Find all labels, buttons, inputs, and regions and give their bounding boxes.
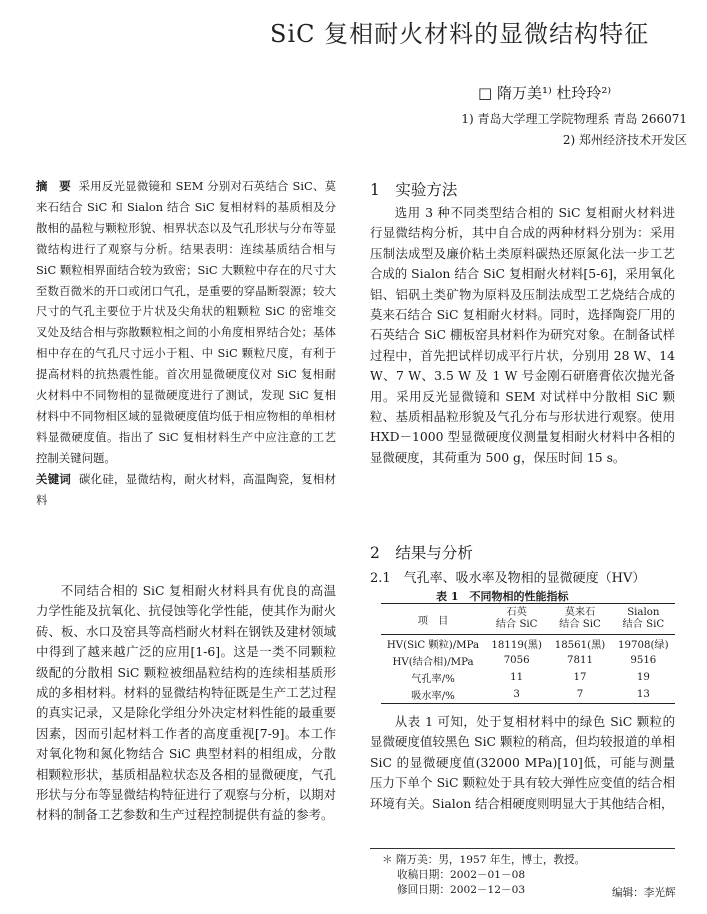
keywords-text: 碳化硅，显微结构，耐火材料，高温陶瓷，复相材料: [36, 471, 336, 507]
affiliation-1: 1) 青岛大学理工学院物理系 青岛 266071: [461, 112, 687, 126]
keywords-label: 关键词: [36, 471, 72, 486]
abstract: [36, 176, 336, 511]
received-date: 收稿日期：2002－01－08: [397, 869, 526, 881]
section-1-body: [370, 203, 675, 468]
abstract-label: 摘 要: [36, 179, 71, 193]
intro-text: 不同结合相的 SiC 复相耐火材料具有优良的高温力学性能及抗氧化、抗侵蚀等化学性能，使其作为耐火砖、板、水口及窑具等高档耐火材料在钢铁及建材领域中得到了越来越广泛的应用[1-6]。这是一类不同颗粒级配的分散相 SiC 颗粒被细晶粒结构的连续相基质形成的多相材料。材料的显微结构特征既是生产工艺过程的真实记录，又是除化学组分外决定材料性能的最重要因素，因而引起材料工作者的高度重视[7-9]。本工作对氧化物和氮化物结合 SiC 典型材料的相组成，分散相颗粒形状，基质相晶粒状态及各相的显微硬度，气孔形状与分布等显微结构特征进行了观察与分析，以期对材料的制备工艺参数和生产过程控制提供有益的参考。: [36, 583, 336, 823]
abstract-text: 采用反光显微镜和 SEM 分别对石英结合 SiC、莫来石结合 SiC 和 Sialon 结合 SiC 复相材料的基质相及分散相的晶粒与颗粒形貌、相界状态以及气孔形状与分布等显微结构进行了观察与分析。结果表明：连续基质结合相与 SiC 颗粒相界面结合较为致密；SiC 大颗粒中存在的尺寸大至数百微米的开口或闭口气孔，是重要的穿晶断裂源；较大尺寸的气孔主要位于片状及尖角状的粗颗粒 SiC 的密堆交叉处及结合相与弥散颗粒相之间的小角度相界结合处；基体相中存在的气孔尺寸远小于粗、中 SiC 颗粒尺度，有利于提高材料的抗热震性能。首次用显微硬度仪对 SiC 复相耐火材料中不同物相的显微硬度进行了测试，发现 SiC 复相材料中不同物相区域的显微硬度值均低于相应物相的单相材料显微硬度值。指出了 SiC 复相材料生产中应注意的工艺控制关键问题。: [36, 179, 336, 465]
table-header-cell: 项 目: [417, 615, 449, 627]
table-cell: 18119(黑): [491, 640, 542, 651]
table-cell: HV(结合相)/MPa: [392, 657, 474, 668]
table-header-cell: 石英 结合 SiC: [495, 607, 538, 630]
table-cell: 18561(黑): [554, 640, 606, 651]
affiliation-2: 2) 郑州经济技术开发区: [562, 133, 687, 147]
table-cell: 9516: [630, 655, 657, 666]
table-header-cell: 莫来石 结合 SiC: [559, 607, 601, 630]
table-cell: 17: [573, 672, 587, 683]
table-row: [381, 652, 675, 669]
section-2-text: 从表 1 可知，处于复相材料中的绿色 SiC 颗粒的显微硬度值较黑色 SiC 颗粒的稍高，但均较报道的单相 SiC 的显微硬度值(32000 MPa)[10]低，可能与测量压力下单个 SiC 颗粒处于具有较大弹性应变值的结合相环境有关。Sialon 结合相硬度则明显大于其他结合相，: [370, 714, 675, 811]
table-row: [381, 686, 675, 704]
introduction: [36, 581, 336, 826]
table-header-cell: Sialon 结合 SiC: [622, 607, 665, 630]
section-2-1-heading: 2.1 气孔率、吸水率及物相的显微硬度（HV）: [370, 571, 646, 586]
section-1-text: 选用 3 种不同类型结合相的 SiC 复相耐火材料进行显微结构分析，其中自合成的两种材料分别为：采用压制法成型及廉价粘土类原料碳热还原氮化法一步工艺合成的 Sialon 结合 SiC 复相耐火材料[5-6]，采用氧化铝、铝矾土类矿物为原料及压制法成型工艺烧结合成的莫来石结合 SiC 复相耐火材料。同时，选择陶瓷厂用的石英结合 SiC 棚板窑具材料作为研究对象。在制备试样过程中，首先把试样切成平行片状，分别用 28 W、14 W、7 W、3.5 W 及 1 W 号金刚石研磨膏依次抛光备用。采用反光显微镜和 SEM 对试样中分散相 SiC 颗粒、基质相晶粒形貌及气孔分布与形状进行观察。使用 HXD－1000 型显微硬度仪测量复相耐火材料中各相的显微硬度，其荷重为 500 g，保压时间 15 s。: [370, 205, 675, 465]
table-cell: 7056: [503, 655, 530, 666]
editor-note: 编辑：李光辉: [612, 887, 676, 899]
table-row: [381, 635, 675, 653]
table-row: [381, 669, 675, 686]
table-cell: 吸水率/%: [411, 691, 455, 702]
table-caption: 表 1 不同物相的性能指标: [436, 590, 569, 603]
section-1-heading: 1 实验方法: [370, 181, 458, 199]
table-cell: 13: [636, 689, 650, 700]
table-cell: 19708(绿): [618, 640, 669, 651]
table-cell: 11: [510, 672, 524, 683]
author-note: ＊ 隋万美：男，1957 年生，博士，教授。: [382, 854, 586, 866]
table-cell: 19: [636, 672, 650, 683]
paper-title: SiC 复相耐火材料的显微结构特征: [270, 20, 650, 48]
section-2-body: [370, 712, 675, 814]
table-cell: 3: [513, 689, 520, 700]
table-1: [381, 603, 675, 704]
table-cell: HV(SiC 颗粒)/MPa: [386, 640, 480, 651]
table-cell: 7811: [567, 655, 593, 666]
author-line: □ 隋万美¹⁾ 杜玲玲²⁾: [478, 84, 612, 102]
revised-date: 修回日期：2002－12－03: [397, 884, 526, 896]
footnote-rule: [370, 848, 675, 849]
section-2-heading: 2 结果与分析: [370, 544, 473, 562]
table-cell: 7: [576, 689, 584, 700]
table-cell: 气孔率/%: [411, 674, 455, 685]
